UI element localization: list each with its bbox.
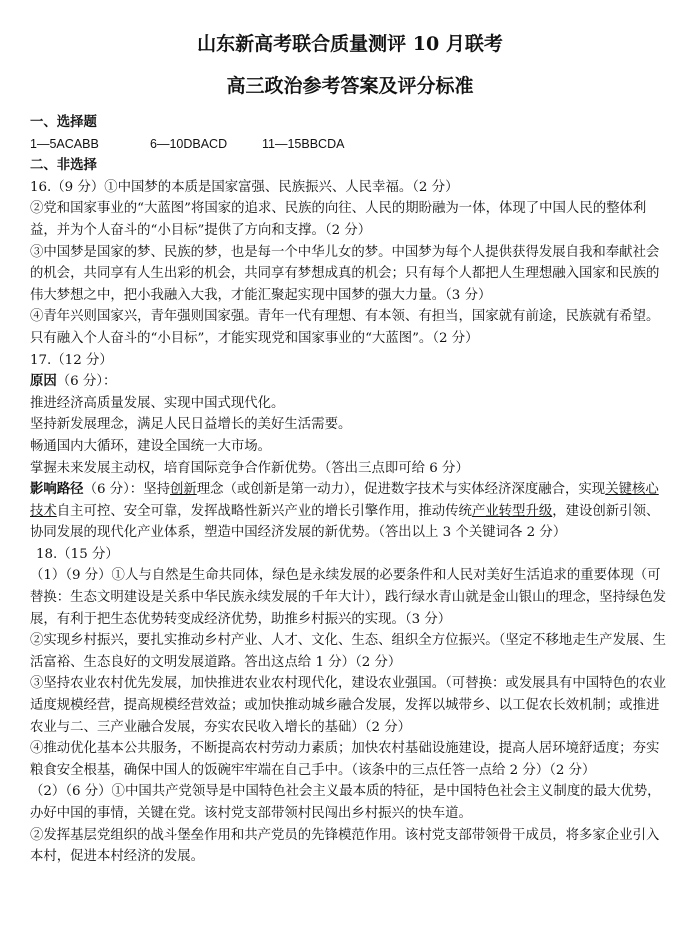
- q18-part1-point-1: （1）（9 分）①人与自然是生命共同体，绿色是永续发展的必要条件和人民对美好生活追求的重要体现（可替换：生态文明建设是关系中华民族永续发展的千年大计），践行绿水青山就是金山银山的理念，坚持绿色发展，有利于把生态优势转变成经济优势，助推乡村振兴的实现。（3 分）: [30, 568, 667, 627]
- q18-part1-point-3: ③坚持农业农村优先发展，加快推进农业农村现代化，建设农业强国。（可替换：或发展具有中国特色的农业适度规模经营，提高规模经营效益；或加快推动城乡融合发展，发挥以城带乡、以工促农长效机制；或推进农业与二、三产业融合发展，夯实农民收入增长的基础）（2 分）: [30, 676, 667, 735]
- q18-heading: 18.（15 分）: [36, 546, 119, 562]
- q17-heading: 17.（12 分）: [30, 352, 113, 368]
- choice-answers: [30, 134, 670, 156]
- section-heading-nonchoice: 二、非选择: [30, 157, 97, 174]
- q17-path-text-4: ，建设创新引领、协同发展的现代化产业体系，塑造中国经济发展的新优势。（答出以上 3 个关键词各 2 分）: [30, 503, 660, 541]
- q17-reason-2: 坚持新发展理念，满足人民日益增长的美好生活需要。: [30, 417, 352, 433]
- q17-reason-1: 推进经济高质量发展、实现中国式现代化。: [30, 395, 285, 411]
- q17-reason-3: 畅通国内大循环，建设全国统一大市场。: [30, 438, 272, 454]
- answer-group-3: 11—15BBCDA: [262, 136, 345, 151]
- q17-path-text-3: 自主可控、安全可靠，发挥战略性新兴产业的增长引擎作用，推动传统: [56, 503, 472, 519]
- q18-part2-point-1: （2）（6 分）①中国共产党领导是中国特色社会主义最本质的特征，是中国特色社会主义制度的最大优势，办好中国的事情，关键在党。该村党支部带领村民闯出乡村振兴的快车道。: [30, 784, 661, 821]
- q17-path-text-2: 理念（或创新是第一动力），促进数字技术与实体经济深度融合，实现: [196, 482, 606, 498]
- document-title: 山东新高考联合质量测评 10 月联考: [197, 33, 503, 55]
- answer-group-1: 1—5ACABB: [30, 136, 99, 151]
- q18-part1-point-4: ④推动优化基本公共服务，不断提高农村劳动力素质；加快农村基础设施建设，提高人居环境舒适度；夯实粮食安全根基，确保中国人的饭碗牢牢端在自己手中。（该条中的三点任答一点给 2 分）（2 分）: [30, 741, 660, 778]
- document-body: [30, 112, 670, 868]
- q17-reason-label: 原因: [30, 373, 57, 390]
- q17-reason-heading: [30, 371, 670, 393]
- answer-group-2: 6—10DBACD: [150, 136, 228, 151]
- q17-reason-score: （6 分）：: [56, 374, 117, 390]
- q17-path-paragraph: [30, 479, 670, 544]
- q18-part2-point-2: ②发挥基层党组织的战斗堡垒作用和共产党员的先锋模范作用。该村党支部带领骨干成员，将多家企业引入本村，促进本村经济的发展。: [30, 827, 660, 865]
- keyword-industrial-upgrade: 产业转型升级: [471, 503, 553, 519]
- q18-part1-point-2: ②实现乡村振兴，要扎实推动乡村产业、人才、文化、生态、组织全方位振兴。（坚定不移地走生产发展、生活富裕、生态良好的文明发展道路。答出这点给 1 分）（2 分）: [30, 633, 667, 670]
- keyword-core-technology: 关键核心技术: [30, 482, 659, 519]
- q16-point-2: ②党和国家事业的“大蓝图”将国家的追求、民族的向往、人民的期盼融为一体，体现了中国人民的整体利益，并为个人奋斗的“小目标”提供了方向和支撑。（2 分）: [30, 201, 647, 238]
- q17-path-label: 影响路径: [30, 481, 84, 498]
- q16-point-1: 16.（9 分）①中国梦的本质是国家富强、民族振兴、人民幸福。（2 分）: [30, 179, 459, 195]
- q17-path-text-1: （6 分）：坚持: [83, 482, 170, 498]
- document-subtitle: 高三政治参考答案及评分标准: [226, 75, 474, 97]
- q16-point-4: ④青年兴则国家兴，青年强则国家强。青年一代有理想、有本领、有担当，国家就有前途，民族就有希望。只有融入个人奋斗的“小目标”，才能实现党和国家事业的“大蓝图”。（2 分）: [30, 309, 660, 346]
- q17-reason-4: 掌握未来发展主动权，培育国际竞争合作新优势。（答出三点即可给 6 分）: [30, 460, 469, 476]
- keyword-innovation: 创新: [169, 482, 197, 498]
- section-heading-choice: 一、选择题: [30, 114, 97, 130]
- q16-point-3: ③中国梦是国家的梦、民族的梦，也是每一个中华儿女的梦。中国梦为每个人提供获得发展自我和奉献社会的机会，共同享有人生出彩的机会，共同享有梦想成真的机会；只有每个人都把人生理想融入国家和民族的伟大梦想之中，把小我融入大我，才能汇聚起实现中国梦的强大力量。（3 分）: [30, 244, 660, 303]
